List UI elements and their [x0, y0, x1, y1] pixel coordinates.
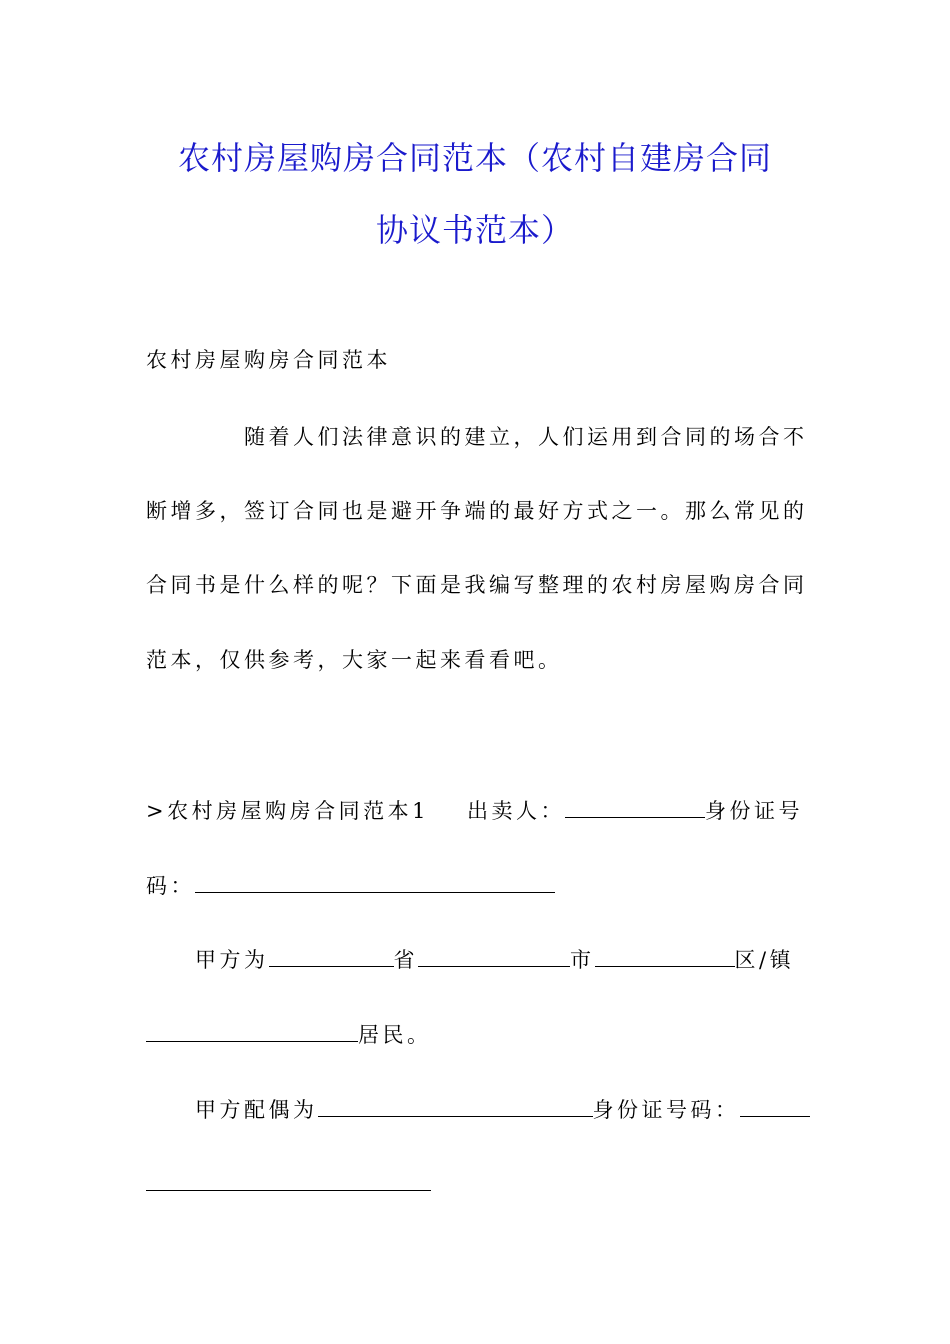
- contract-line-address: [195, 944, 794, 975]
- intro-paragraph-line-1: 随着人们法律意识的建立，人们运用到合同的场合不: [244, 425, 808, 449]
- spouse-id-label: 身份证号码：: [592, 1098, 740, 1122]
- id-number-label-part2: 码：: [146, 874, 195, 898]
- city-blank[interactable]: [418, 944, 570, 967]
- seller-id-blank[interactable]: [195, 870, 555, 893]
- document-title-line-1: 农村房屋购房合同范本（农村自建房合同: [177, 139, 772, 177]
- contract-line-spouse-id-cont: [146, 1168, 431, 1199]
- intro-paragraph-line-4: 范本，仅供参考，大家一起来看看吧。: [146, 648, 563, 672]
- seller-name-blank[interactable]: [565, 795, 705, 818]
- contract-line-id: [146, 870, 555, 901]
- district-blank[interactable]: [595, 944, 735, 967]
- spouse-prefix: 甲方配偶为: [195, 1098, 318, 1122]
- spouse-id-blank-cont[interactable]: [146, 1168, 431, 1191]
- id-number-label-part1: 身份证号: [704, 799, 803, 823]
- intro-paragraph-line-3: 合同书是什么样的呢？下面是我编写整理的农村房屋购房合同: [146, 573, 808, 597]
- seller-label: 出卖人：: [466, 799, 565, 823]
- intro-paragraph-line-2: 断增多，签订合同也是避开争端的最好方式之一。那么常见的: [146, 499, 808, 523]
- town-blank[interactable]: [146, 1019, 358, 1042]
- spouse-id-blank-start[interactable]: [740, 1094, 810, 1117]
- district-label: 区/镇: [734, 948, 795, 972]
- contract-line-spouse: [195, 1094, 810, 1125]
- resident-label: 居民。: [358, 1023, 432, 1047]
- party-a-prefix: 甲方为: [195, 948, 269, 972]
- province-label: 省: [393, 948, 418, 972]
- province-blank[interactable]: [269, 944, 394, 967]
- city-label: 市: [570, 948, 595, 972]
- contract-line-resident: [146, 1019, 432, 1050]
- document-title-line-2: 协议书范本）: [375, 211, 574, 249]
- spouse-name-blank[interactable]: [318, 1094, 593, 1117]
- contract-section-title: >农村房屋购房合同范本1: [146, 799, 429, 823]
- contract-line-seller: [146, 795, 803, 826]
- section-heading: 农村房屋购房合同范本: [146, 348, 391, 372]
